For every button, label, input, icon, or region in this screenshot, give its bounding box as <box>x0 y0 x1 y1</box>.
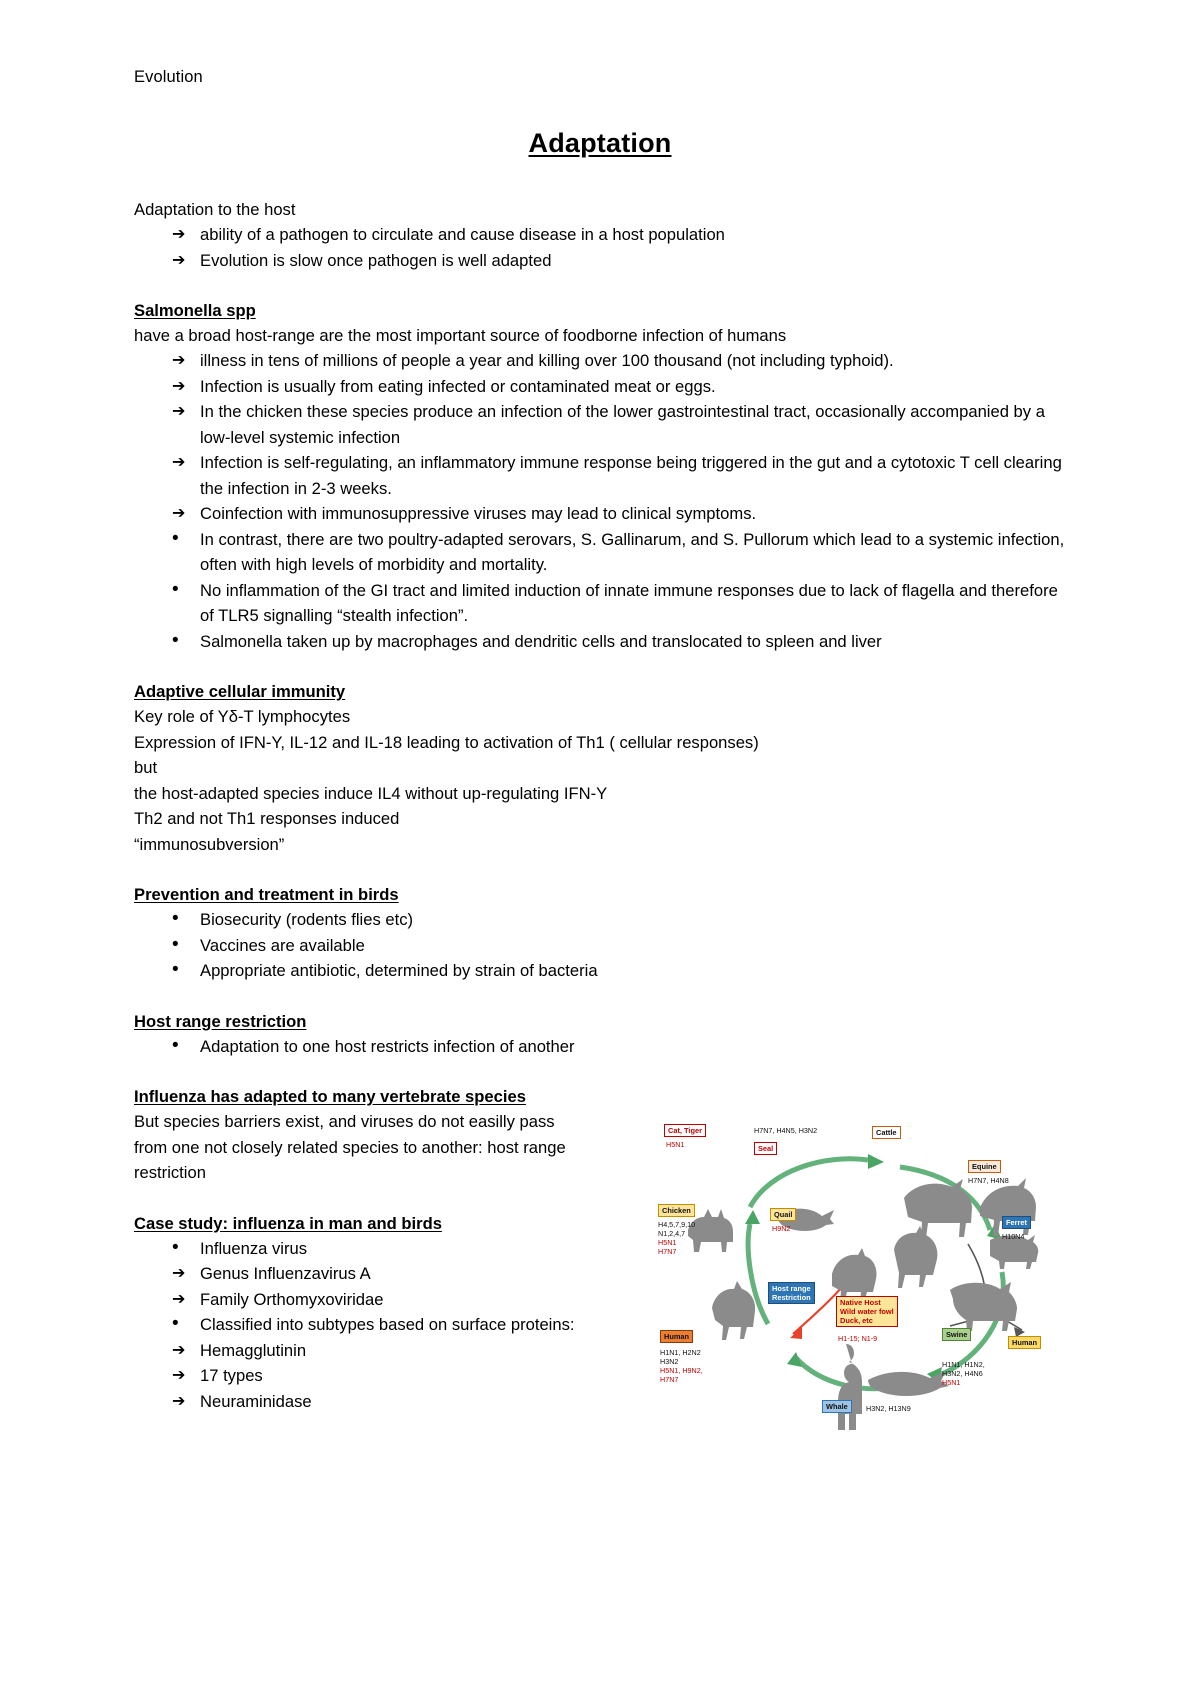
list-item-label: ability of a pathogen to circulate and cause disease in a host population <box>200 225 725 244</box>
arrow-icon: ➔ <box>172 505 186 522</box>
bullet-icon: • <box>172 578 179 600</box>
fig-sub-seal: H7N7, H4N5, H3N2 <box>754 1126 818 1135</box>
list-item-label: Evolution is slow once pathogen is well adapted <box>200 250 552 270</box>
fig-node-chicken: Chicken <box>658 1204 695 1217</box>
fig-node-host-range-restriction: Host range Restriction <box>768 1282 815 1304</box>
fig-sub-human-2: H3N2 <box>660 1357 679 1366</box>
arrow-icon: ➔ <box>172 1265 186 1282</box>
fig-node-ferret: Ferret <box>1002 1216 1031 1229</box>
fig-sub-chicken-2: N1,2,4,7 <box>658 1229 686 1238</box>
bullet-icon: • <box>172 1034 179 1056</box>
section-heading-prevention: Prevention and treatment in birds <box>134 885 399 904</box>
fig-sub-equine: H7N7, H4N8 <box>968 1176 1009 1185</box>
section-heading-host-range: Host range restriction <box>134 1011 307 1031</box>
fig-node-equine: Equine <box>968 1160 1001 1173</box>
arrow-icon: ➔ <box>172 1392 186 1410</box>
arrow-icon: ➔ <box>172 403 186 420</box>
fig-sub-native-host: H1-15; N1-9 <box>838 1334 878 1343</box>
list-item-label: No inflammation of the GI tract and limited induction of innate immune responses due to lack of flagella and therefore of TLR5 signalling “stealth infection”. <box>200 580 1058 625</box>
list-item-label: Family Orthomyxoviridae <box>200 1289 384 1309</box>
influenza-line-2: from one not closely related species to another: host range <box>134 1137 566 1157</box>
figure-graphics <box>650 1112 1066 1430</box>
section-heading-salmonella: Salmonella spp <box>134 301 256 320</box>
intro-bullet-list <box>134 222 1066 273</box>
fig-node-human-secondary: Human <box>1008 1336 1041 1349</box>
adaptive-line-3: but <box>134 758 158 777</box>
list-item <box>134 348 1066 374</box>
list-item-label: In the chicken these species produce an infection of the lower gastrointestinal tract, occasionally accompanied by a low-level systemic infection <box>200 402 1045 447</box>
bullet-icon: • <box>172 527 179 549</box>
list-item <box>134 501 1066 527</box>
arrow-icon: ➔ <box>172 251 186 269</box>
intro-lead: Adaptation to the host <box>134 200 296 219</box>
arrow-icon: ➔ <box>172 1367 186 1384</box>
prevention-bullet-list <box>134 907 1066 984</box>
page-header-note: Evolution <box>134 68 203 86</box>
fig-sub-whale: H3N2, H13N9 <box>866 1404 911 1413</box>
fig-node-seal: Seal <box>754 1142 777 1155</box>
list-item <box>134 248 1066 274</box>
fig-node-native-host: Native Host Wild water fowl Duck, etc <box>836 1296 898 1327</box>
arrow-icon: ➔ <box>172 226 186 243</box>
fig-node-quail: Quail <box>770 1208 796 1221</box>
list-item-label: 17 types <box>200 1366 263 1385</box>
list-item <box>134 907 1066 933</box>
list-item-label: Infection is self-regulating, an inflammatory immune response being triggered in the gut and a cytotoxic T cell clearing the infection in 2-3 weeks. <box>200 453 1062 498</box>
list-item-label: Biosecurity (rodents flies etc) <box>200 910 414 929</box>
list-item-label: Infection is usually from eating infected or contaminated meat or eggs. <box>200 376 716 396</box>
fig-node-human: Human <box>660 1330 693 1343</box>
fig-node-cattle: Cattle <box>872 1126 901 1139</box>
influenza-line-1: But species barriers exist, and viruses do not easilly pass <box>134 1112 555 1131</box>
bullet-icon: • <box>172 1313 179 1334</box>
list-item <box>134 1034 1066 1060</box>
adaptive-line-1: Key role of Yδ-T lymphocytes <box>134 707 351 726</box>
list-item-label: Salmonella taken up by macrophages and dendritic cells and translocated to spleen and liver <box>200 631 882 651</box>
salmonella-lead: have a broad host-range are the most important source of foodborne infection of humans <box>134 326 787 345</box>
influenza-line-3: restriction <box>134 1163 206 1182</box>
fig-sub-swine-1: H1N1, H1N2, <box>942 1360 985 1369</box>
arrow-icon: ➔ <box>172 1341 186 1359</box>
page-title: Adaptation <box>528 128 672 158</box>
list-item <box>134 527 1066 578</box>
list-item-label: illness in tens of millions of people a year and killing over 100 thousand (not including typhoid). <box>200 351 894 370</box>
list-item-label: Appropriate antibiotic, determined by strain of bacteria <box>200 961 598 980</box>
fig-sub-chicken-4: H7N7 <box>658 1247 677 1256</box>
arrow-icon: ➔ <box>172 377 186 395</box>
list-item-label: Coinfection with immunosuppressive viruses may lead to clinical symptoms. <box>200 504 757 523</box>
bullet-icon: • <box>172 1236 179 1258</box>
section-heading-case-study: Case study: influenza in man and birds <box>134 1213 442 1233</box>
list-item-label: Genus Influenzavirus A <box>200 1264 371 1283</box>
adaptive-line-6: “immunosubversion” <box>134 834 285 854</box>
list-item <box>134 933 1066 959</box>
list-item <box>134 958 1066 984</box>
fig-sub-human-4: H7N7 <box>660 1375 679 1384</box>
list-item-label: In contrast, there are two poultry-adapted serovars, S. Gallinarum, and S. Pullorum which lead to a systemic infection, often with high levels of morbidity and mortality. <box>200 529 1065 574</box>
fig-node-cat-tiger: Cat, Tiger <box>664 1124 706 1137</box>
section-heading-influenza: Influenza has adapted to many vertebrate species <box>134 1087 526 1106</box>
influenza-host-range-figure <box>650 1112 1066 1430</box>
fig-node-whale: Whale <box>822 1400 852 1413</box>
fig-sub-human-3: H5N1, H9N2, <box>660 1366 703 1375</box>
adaptive-line-4: the host-adapted species induce IL4 without up-regulating IFN-Y <box>134 783 608 803</box>
list-item-label: Neuraminidase <box>200 1391 312 1411</box>
host-range-bullet-list <box>134 1034 1066 1060</box>
list-item-label: Adaptation to one host restricts infection of another <box>200 1036 575 1056</box>
fig-sub-ferret: H10N4 <box>1002 1232 1025 1241</box>
list-item <box>134 629 1066 655</box>
adaptive-line-2: Expression of IFN-Y, IL-12 and IL-18 leading to activation of Th1 ( cellular responses) <box>134 732 759 752</box>
bullet-icon: • <box>172 933 179 955</box>
arrow-icon: ➔ <box>172 352 186 369</box>
fig-sub-cat-tiger: H5N1 <box>666 1140 685 1149</box>
arrow-icon: ➔ <box>172 454 186 471</box>
fig-sub-chicken-3: H5N1 <box>658 1238 677 1247</box>
adaptive-line-5: Th2 and not Th1 responses induced <box>134 809 400 828</box>
fig-sub-chicken-1: H4,5,7,9,10 <box>658 1220 696 1229</box>
list-item <box>134 578 1066 629</box>
list-item <box>134 399 1066 450</box>
bullet-icon: • <box>172 908 179 929</box>
list-item-label: Vaccines are available <box>200 935 365 955</box>
fig-sub-human-1: H1N1, H2N2 <box>660 1348 701 1357</box>
list-item <box>134 374 1066 400</box>
list-item-label: Classified into subtypes based on surface proteins: <box>200 1315 575 1334</box>
salmonella-bullet-list <box>134 348 1066 654</box>
arrow-icon: ➔ <box>172 1290 186 1308</box>
list-item <box>134 450 1066 501</box>
fig-node-swine: Swine <box>942 1328 971 1341</box>
fig-sub-swine-2: H3N2, H4N6 <box>942 1369 983 1378</box>
bullet-icon: • <box>172 959 179 980</box>
bullet-icon: • <box>172 629 179 651</box>
list-item-label: Influenza virus <box>200 1238 307 1258</box>
list-item-label: Hemagglutinin <box>200 1340 307 1360</box>
fig-sub-quail: H9N2 <box>772 1224 791 1233</box>
list-item <box>134 222 1066 248</box>
fig-sub-swine-3: H5N1 <box>942 1378 961 1387</box>
section-heading-adaptive-immunity: Adaptive cellular immunity <box>134 682 346 701</box>
